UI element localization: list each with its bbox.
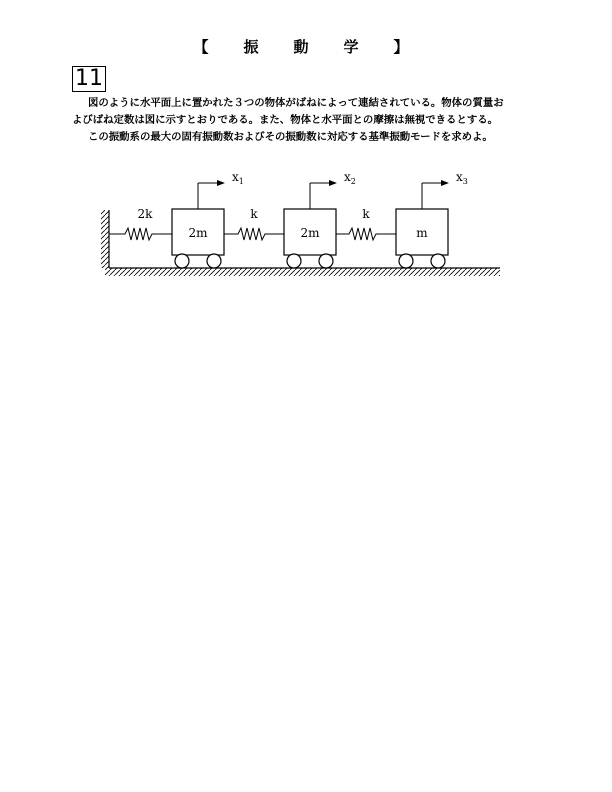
- problem-line-1: 図のように水平面上に置かれた３つの物体がばねによって連結されている。物体の質量お: [88, 97, 504, 109]
- problem-line-3: この振動系の最大の固有振動数およびその振動数に対応する基準振動モードを求めよ。: [88, 131, 493, 143]
- wall: [101, 210, 109, 268]
- question-number-box: 11: [72, 66, 106, 92]
- spring-mass-diagram: [0, 0, 612, 300]
- displacement-arrow-2: [310, 180, 337, 209]
- spring-1-label: 2k: [137, 207, 153, 221]
- page-title: 【 振 動 学 】: [193, 38, 419, 56]
- ground: [105, 268, 500, 276]
- displacement-label-3: $x_3$: [456, 170, 468, 186]
- wheel: [175, 254, 189, 268]
- spring-3-label: k: [362, 207, 370, 221]
- wheel: [287, 254, 301, 268]
- problem-line-2: よびばね定数は図に示すとおりである。また、物体と水平面との摩擦は無視できるとする。: [72, 114, 499, 126]
- displacement-label-1: $x_1$: [232, 170, 244, 186]
- spring-1: [109, 228, 172, 240]
- wheel: [399, 254, 413, 268]
- displacement-label-2: $x_2$: [344, 170, 356, 186]
- mass-2-label: 2m: [300, 226, 320, 240]
- spring-2: [224, 228, 284, 240]
- wheel: [431, 254, 445, 268]
- spring-3: [336, 228, 396, 240]
- displacement-arrow-1: [198, 180, 225, 209]
- mass-1-label: 2m: [188, 226, 208, 240]
- wheel: [207, 254, 221, 268]
- mass-3-label: m: [416, 226, 428, 240]
- wheel: [319, 254, 333, 268]
- spring-2-label: k: [250, 207, 258, 221]
- displacement-arrow-3: [422, 180, 449, 209]
